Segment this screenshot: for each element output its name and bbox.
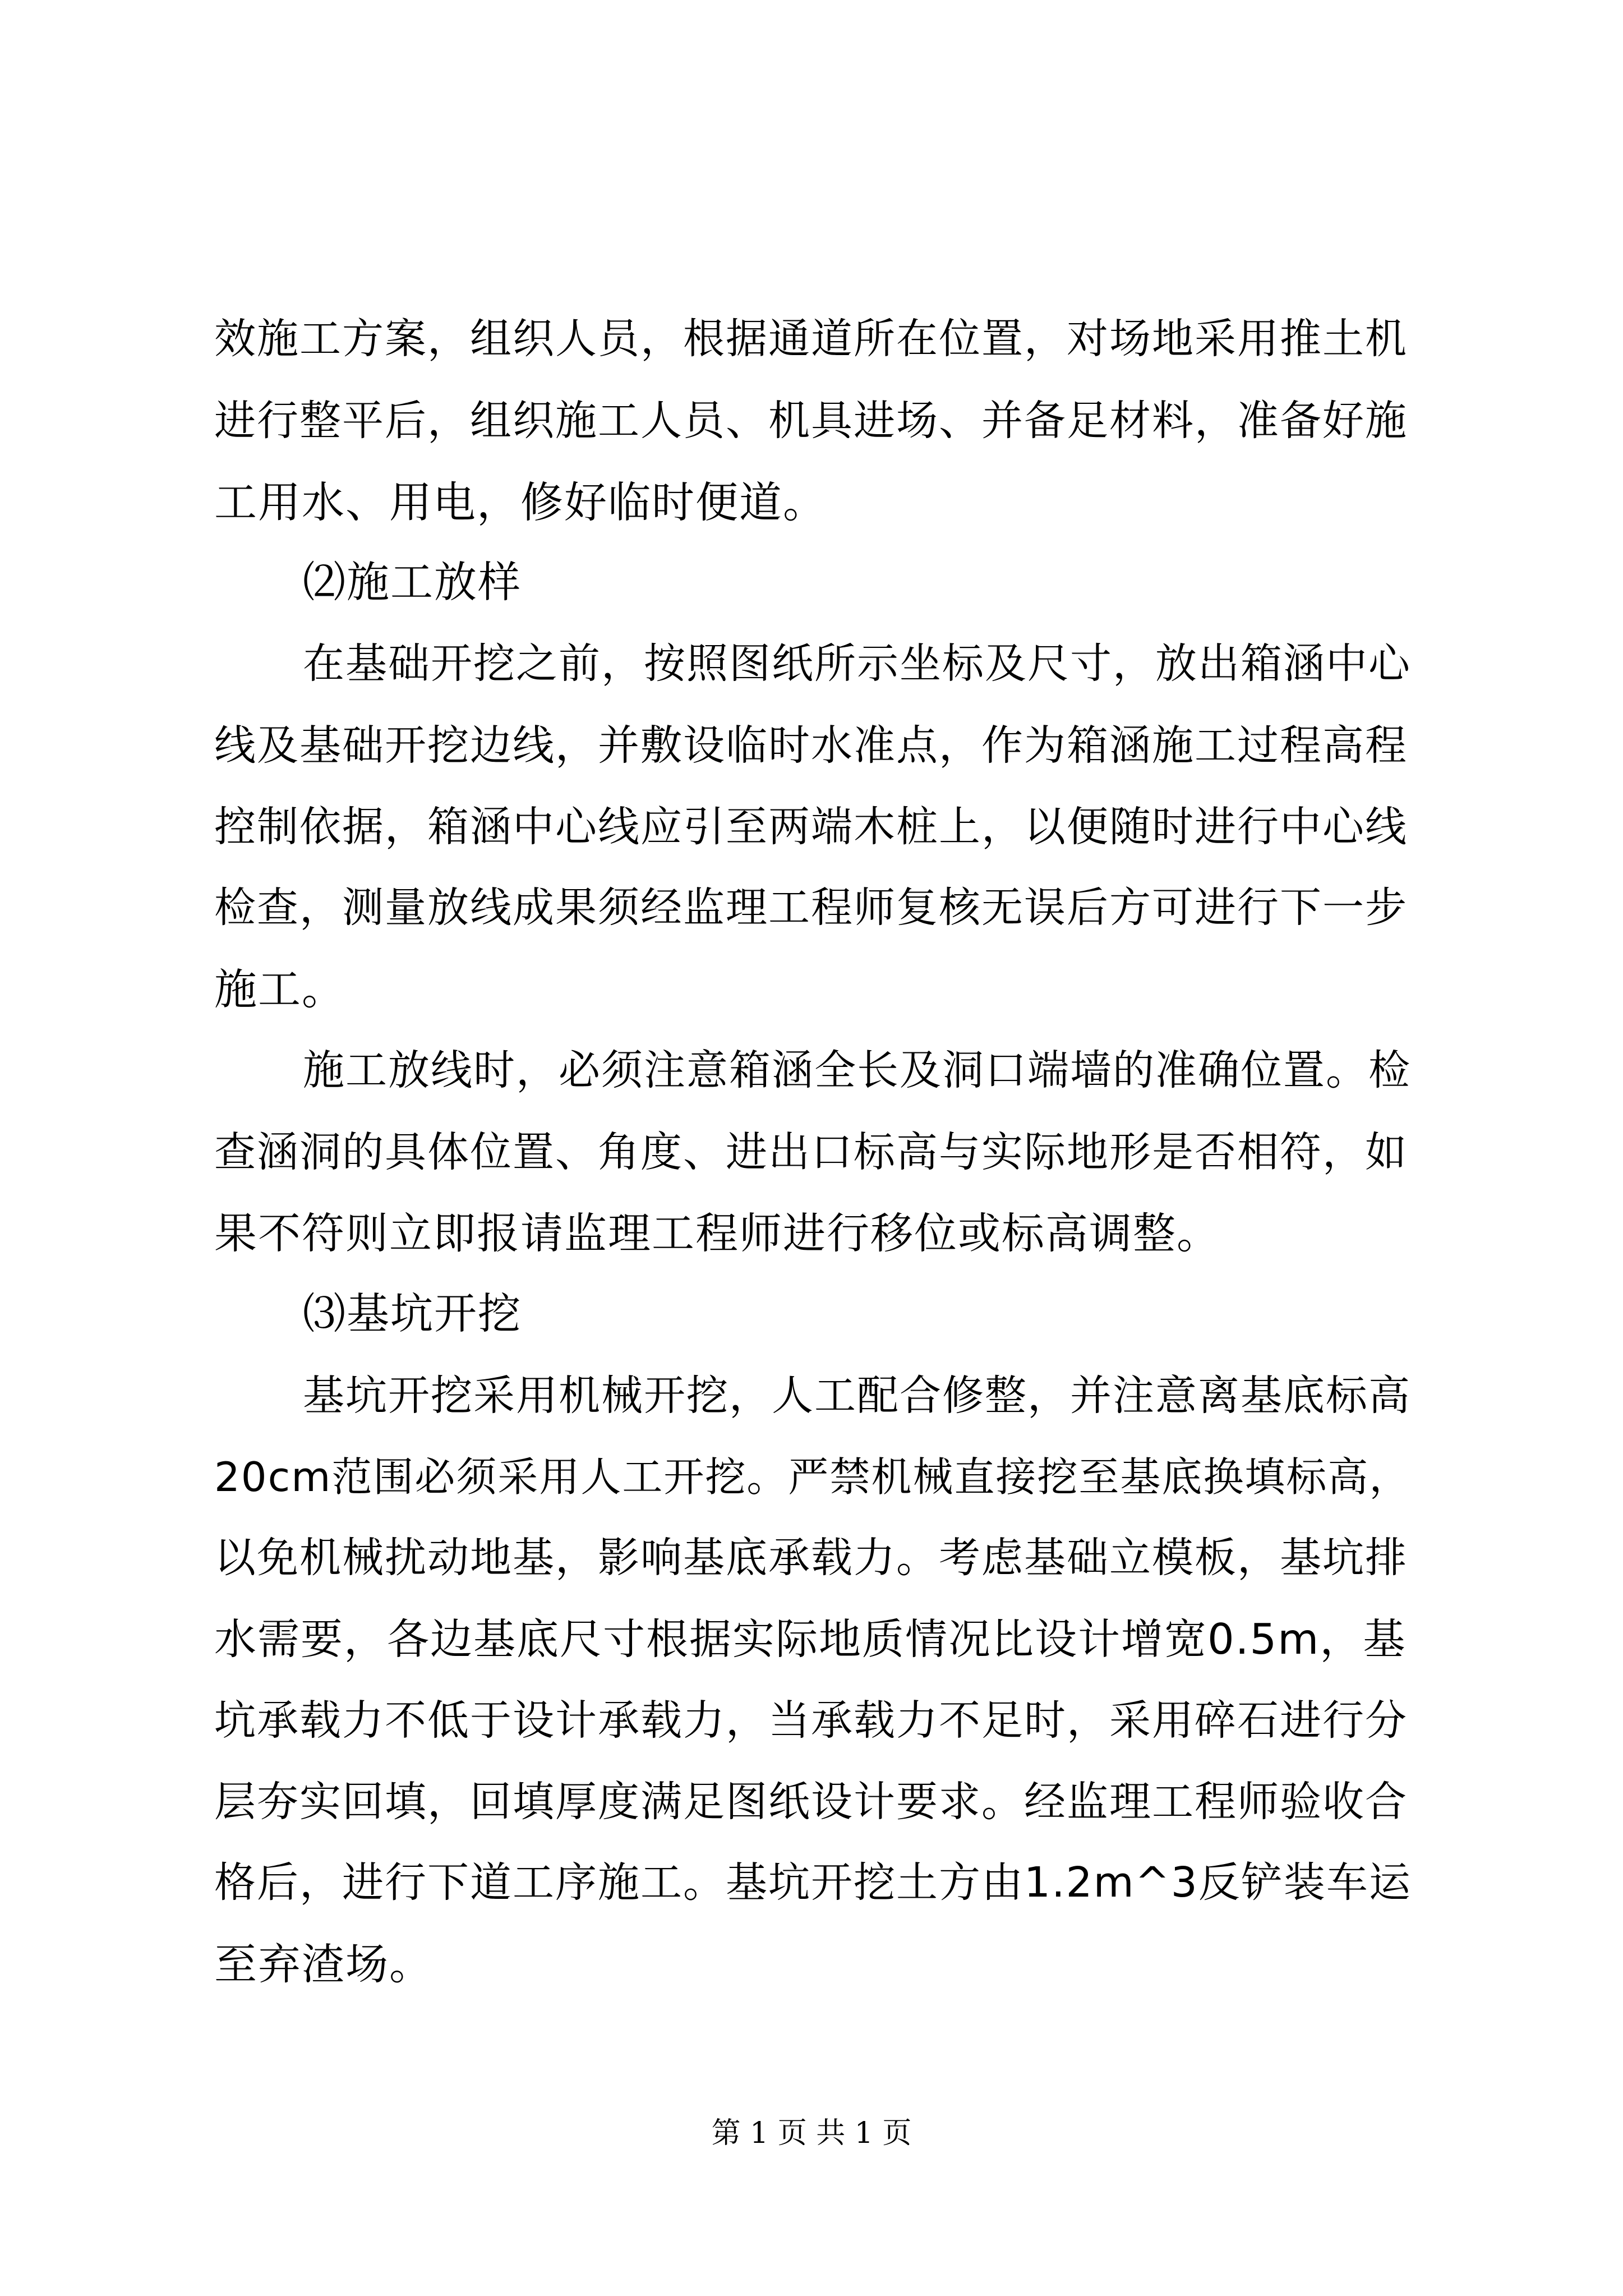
page-footer: 第 1 页 共 1 页 <box>711 2116 912 2150</box>
text-line: 控制依据，箱涵中心线应引至两端木桩上，以便随时进行中心线 <box>214 803 1408 851</box>
text-line: 水需要，各边基底尺寸根据实际地质情况比设计增宽0.5m，基 <box>214 1614 1407 1664</box>
section-heading: ⑵施工放样 <box>303 557 522 607</box>
text-line: 格后，进行下道工序施工。基坑开挖土方由1.2m^3反铲装车运 <box>214 1858 1412 1907</box>
section-heading: ⑶基坑开挖 <box>303 1289 522 1338</box>
text-line: 以免机械扰动地基，影响基底承载力。考虑基础立模板，基坑排 <box>214 1534 1408 1582</box>
text-line: 检查，测量放线成果须经监理工程师复核无误后方可进行下一步 <box>214 884 1408 932</box>
text-line: 线及基础开挖边线，并敷设临时水准点，作为箱涵施工过程高程 <box>214 721 1408 770</box>
text-line: 进行整平后，组织施工人员、机具进场、并备足材料，准备好施 <box>214 397 1408 445</box>
text-line: 施工。 <box>214 964 345 1014</box>
text-line: 施工放线时，必须注意箱涵全长及洞口端墙的准确位置。检 <box>303 1046 1411 1094</box>
text-line: 在基础开挖之前，按照图纸所示坐标及尺寸，放出箱涵中心 <box>303 639 1411 688</box>
text-line: 至弃渣场。 <box>214 1939 433 1989</box>
text-line: 工用水、用电，修好临时便道。 <box>214 477 827 527</box>
text-line: 果不符则立即报请监理工程师进行移位或标高调整。 <box>214 1208 1220 1258</box>
text-line: 坑承载力不低于设计承载力，当承载力不足时，采用碎石进行分 <box>214 1696 1408 1745</box>
text-line: 效施工方案，组织人员，根据通道所在位置，对场地采用推土机 <box>214 315 1408 363</box>
text-line: 20cm范围必须采用人工开挖。严禁机械直接挖至基底换填标高， <box>214 1453 1411 1501</box>
text-line: 基坑开挖采用机械开挖，人工配合修整，并注意离基底标高 <box>303 1372 1411 1420</box>
text-line: 层夯实回填，回填厚度满足图纸设计要求。经监理工程师验收合 <box>214 1778 1408 1826</box>
text-line: 查涵洞的具体位置、角度、进出口标高与实际地形是否相符，如 <box>214 1128 1408 1176</box>
